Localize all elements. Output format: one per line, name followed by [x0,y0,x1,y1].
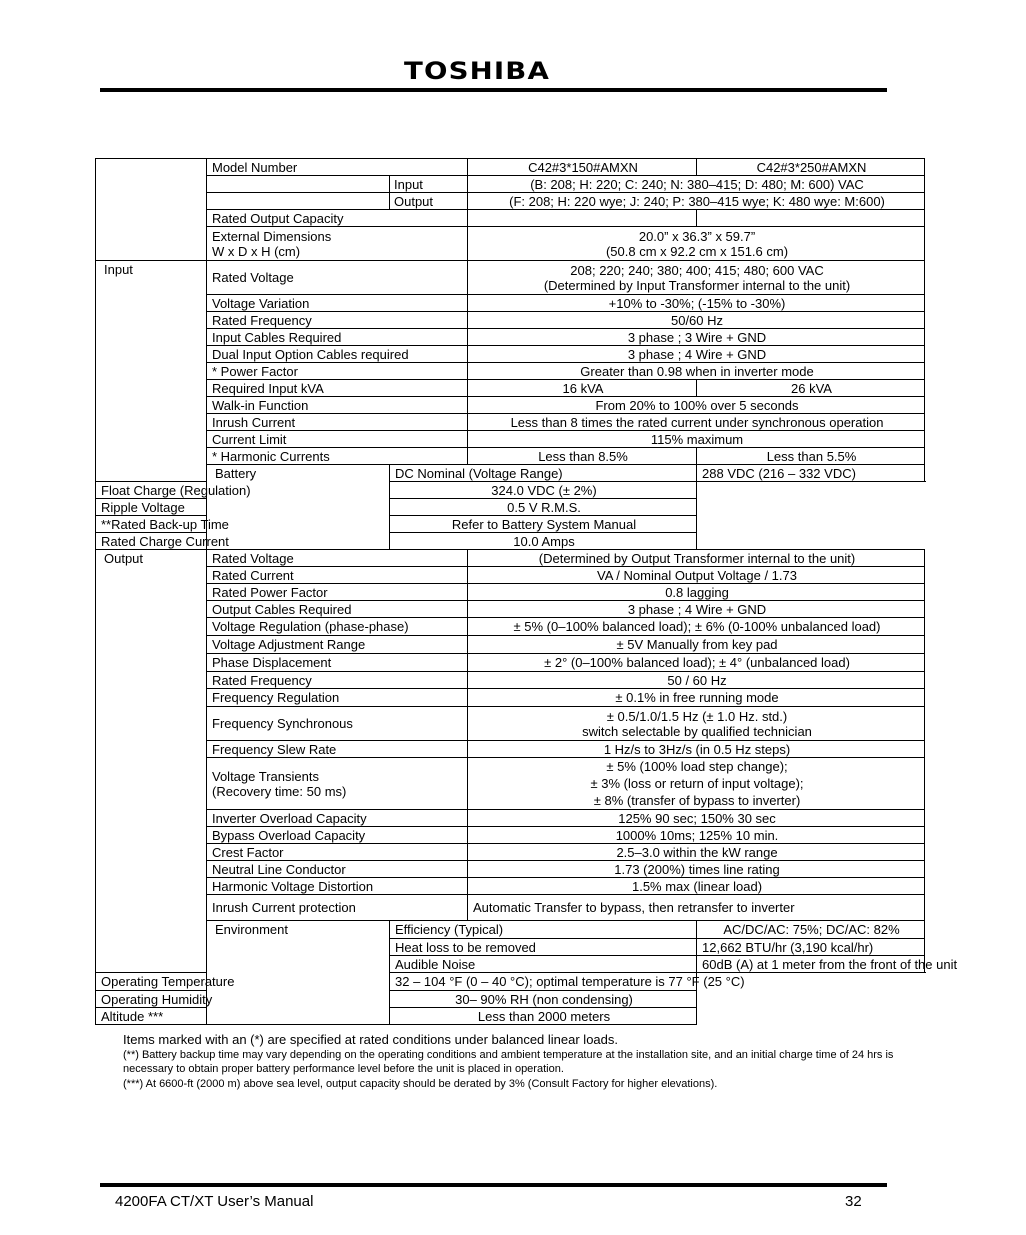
table-row [96,159,925,176]
row-value: ± 2° (0–100% balanced load); ± 4° (unbalanced load) [468,654,925,672]
table-row [96,689,925,707]
table-row [96,654,925,672]
row-value: 115% maximum [468,431,925,448]
row-label: Operating Temperature [96,973,390,991]
header-rule [100,88,887,92]
row-value: Less than 8.5% [468,448,697,465]
table-row [96,261,925,295]
table-row [96,176,925,193]
section-environment: Environment [207,921,390,1025]
value-line: (50.8 cm x 92.2 cm x 151.6 cm) [605,243,789,259]
section-output: Output [96,550,207,973]
footer-rule [100,1183,887,1187]
footnote-balanced-loads: Items marked with an (*) are specified at rated conditions under balanced linear loads. [123,1032,618,1047]
row-label: Rated Frequency [207,672,468,689]
row-label: Neutral Line Conductor [207,861,468,878]
row-label: Model Number [207,159,468,176]
row-value [468,227,925,261]
table-row [96,991,925,1008]
row-label: Inverter Overload Capacity [207,810,468,827]
row-value: 3 phase ; 4 Wire + GND [468,346,925,363]
manual-title: 4200FA CT/XT User’s Manual [115,1193,314,1210]
row-value: 16 kVA [468,380,697,397]
table-row [96,758,925,810]
table-row [96,414,925,431]
row-label: Audible Noise [390,956,697,973]
table-row [96,312,925,329]
value-line: (Determined by Input Transformer internal to the unit) [543,277,851,293]
value-line: 20.0” x 36.3” x 59.7” [638,228,756,244]
row-value: 30– 90% RH (non condensing) [390,991,697,1008]
table-row [96,567,925,584]
row-value: 1.73 (200%) times line rating [468,861,925,878]
table-row [96,741,925,758]
table-row [96,329,925,346]
section-blank [96,159,207,261]
row-value: ± 5V Manually from key pad [468,636,925,654]
section-input: Input [96,261,207,482]
row-label: Rated Output Capacity [207,210,468,227]
table-row [96,397,925,414]
blank-cell [468,210,697,227]
label-line: External Dimensions [212,228,332,244]
footnote-battery-backup: (**) Battery backup time may vary depending on the operating conditions and ambient temperature at the installation site, and an initial charge time of 24 hrs is necessary to obtain proper battery performance level before the unit is placed in operation. [123,1049,894,1075]
blank-cell [207,193,390,210]
row-label: Inrush Current [207,414,468,431]
model-number-150: C42#3*150#AMXN [468,159,697,176]
table-row [96,707,925,741]
value-line: switch selectable by qualified technician [582,723,812,739]
row-value: Less than 5.5% [697,448,925,465]
row-label: Required Input kVA [207,380,468,397]
label-line: W x D x H (cm) [212,243,301,259]
row-value: 50/60 Hz [468,312,925,329]
row-value: 3 phase ; 3 Wire + GND [468,329,925,346]
table-row [96,346,925,363]
label-line: Voltage Transients [212,768,319,784]
row-value: (Determined by Output Transformer internal to the unit) [468,550,925,567]
row-label: Rated Frequency [207,312,468,329]
table-row [96,210,925,227]
row-value: Less than 2000 meters [390,1008,697,1025]
row-label: * Harmonic Currents [207,448,468,465]
row-label: Dual Input Option Cables required [207,346,468,363]
specifications-table [95,158,958,1025]
value-line: ± 3% (loss or return of input voltage); [590,776,804,791]
row-value: Automatic Transfer to bypass, then retransfer to inverter [468,895,925,921]
row-label: Voltage Adjustment Range [207,636,468,654]
table-row [96,465,925,482]
row-label: * Power Factor [207,363,468,380]
value-line: 208; 220; 240; 380; 400; 415; 480; 600 VAC [570,262,824,278]
table-row [96,861,925,878]
table-row [96,827,925,844]
row-value: 288 VDC (216 – 332 VDC) [697,465,925,482]
row-value: Less than 8 times the rated current under synchronous operation [468,414,925,431]
row-value: 1.5% max (linear load) [468,878,925,895]
row-value: 0.8 lagging [468,584,925,601]
table-row [96,844,925,861]
row-value: 2.5–3.0 within the kW range [468,844,925,861]
row-label [207,227,468,261]
row-value: 26 kVA [697,380,925,397]
table-row [96,618,925,636]
table-row [96,810,925,827]
table-row [96,227,925,261]
row-value: ± 5% (0–100% balanced load); ± 6% (0-100% unbalanced load) [468,618,925,636]
row-label: Bypass Overload Capacity [207,827,468,844]
row-value: 32 – 104 °F (0 – 40 °C); optimal temperature is 77 °F (25 °C) [390,973,697,991]
row-label: Ripple Voltage [96,499,390,516]
row-value: 1000% 10ms; 125% 10 min. [468,827,925,844]
table-row [96,363,925,380]
row-label: Voltage Regulation (phase-phase) [207,618,468,636]
blank-cell [207,176,390,193]
section-battery: Battery [207,465,390,550]
page-number: 32 [845,1193,862,1210]
row-label: Rated Charge Current [96,533,390,550]
table-row [96,499,925,516]
value-line: ± 0.5/1.0/1.5 Hz (± 1.0 Hz. std.) [606,708,788,724]
row-value: +10% to -30%; (-15% to -30%) [468,295,925,312]
row-label [207,758,468,810]
row-label: Float Charge (Regulation) [96,482,390,499]
row-value: From 20% to 100% over 5 seconds [468,397,925,414]
row-value: ± 0.1% in free running mode [468,689,925,707]
row-label: Frequency Slew Rate [207,741,468,758]
table-row [96,193,925,210]
table-row [96,584,925,601]
table-row [96,380,925,397]
footnote-altitude: (***) At 6600-ft (2000 m) above sea level, output capacity should be derated by 3% (Consult Factory for higher elevations). [123,1078,718,1090]
row-label: Rated Voltage [207,261,468,295]
row-value: 324.0 VDC (± 2%) [390,482,697,499]
row-label: Walk-in Function [207,397,468,414]
row-value: Refer to Battery System Manual [390,516,697,533]
table-row [96,1008,925,1025]
row-label: Phase Displacement [207,654,468,672]
row-value: 1 Hz/s to 3Hz/s (in 0.5 Hz steps) [468,741,925,758]
table-row [96,973,925,991]
row-label: Input Cables Required [207,329,468,346]
row-label: Harmonic Voltage Distortion [207,878,468,895]
row-value: Greater than 0.98 when in inverter mode [468,363,925,380]
table-row [96,895,925,921]
row-label: Rated Power Factor [207,584,468,601]
table-row [96,878,925,895]
model-number-250: C42#3*250#AMXN [697,159,925,176]
table-row [96,533,925,550]
row-label: Inrush Current protection [207,895,468,921]
row-value [468,707,925,741]
row-label: Crest Factor [207,844,468,861]
row-value: 60dB (A) at 1 meter from the front of the unit [697,956,925,973]
row-label: Frequency Synchronous [207,707,468,741]
row-label: Output Cables Required [207,601,468,618]
footnotes [123,1032,903,1091]
row-label: Rated Voltage [207,550,468,567]
row-value: AC/DC/AC: 75%; DC/AC: 82% [697,921,925,939]
row-value: VA / Nominal Output Voltage / 1.73 [468,567,925,584]
table-row [96,636,925,654]
value-line: ± 5% (100% load step change); [606,759,788,774]
row-label: Voltage Variation [207,295,468,312]
row-value: 12,662 BTU/hr (3,190 kcal/hr) [697,939,925,956]
table-row [96,672,925,689]
row-label: Frequency Regulation [207,689,468,707]
row-value: (F: 208; H: 220 wye; J: 240; P: 380–415 wye; K: 480 wye: M:600) [468,193,925,210]
row-label: Current Limit [207,431,468,448]
row-label: Output [390,193,468,210]
table-row [96,448,925,465]
row-label: Heat loss to be removed [390,939,697,956]
value-line: ± 8% (transfer of bypass to inverter) [593,793,801,808]
toshiba-logo: TOSHIBA [403,57,550,85]
row-label: Rated Current [207,567,468,584]
table-row [96,482,925,499]
row-value: 0.5 V R.M.S. [390,499,697,516]
row-value: (B: 208; H: 220; C: 240; N: 380–415; D: 480; M: 600) VAC [468,176,925,193]
row-value [468,261,925,295]
row-value: 125% 90 sec; 150% 30 sec [468,810,925,827]
row-label: **Rated Back-up Time [96,516,390,533]
table-row [96,550,925,567]
table-row [96,295,925,312]
row-label: DC Nominal (Voltage Range) [390,465,697,482]
label-line: (Recovery time: 50 ms) [212,783,347,799]
row-label: Input [390,176,468,193]
table-row [96,921,925,939]
row-value: 3 phase ; 4 Wire + GND [468,601,925,618]
row-label: Operating Humidity [96,991,390,1008]
table-row [96,601,925,618]
table-row [96,516,925,533]
blank-cell [697,210,925,227]
row-value: 50 / 60 Hz [468,672,925,689]
row-label: Efficiency (Typical) [390,921,697,939]
row-label: Altitude *** [96,1008,390,1025]
row-value: 10.0 Amps [390,533,697,550]
row-value [468,758,925,810]
table-row [96,431,925,448]
